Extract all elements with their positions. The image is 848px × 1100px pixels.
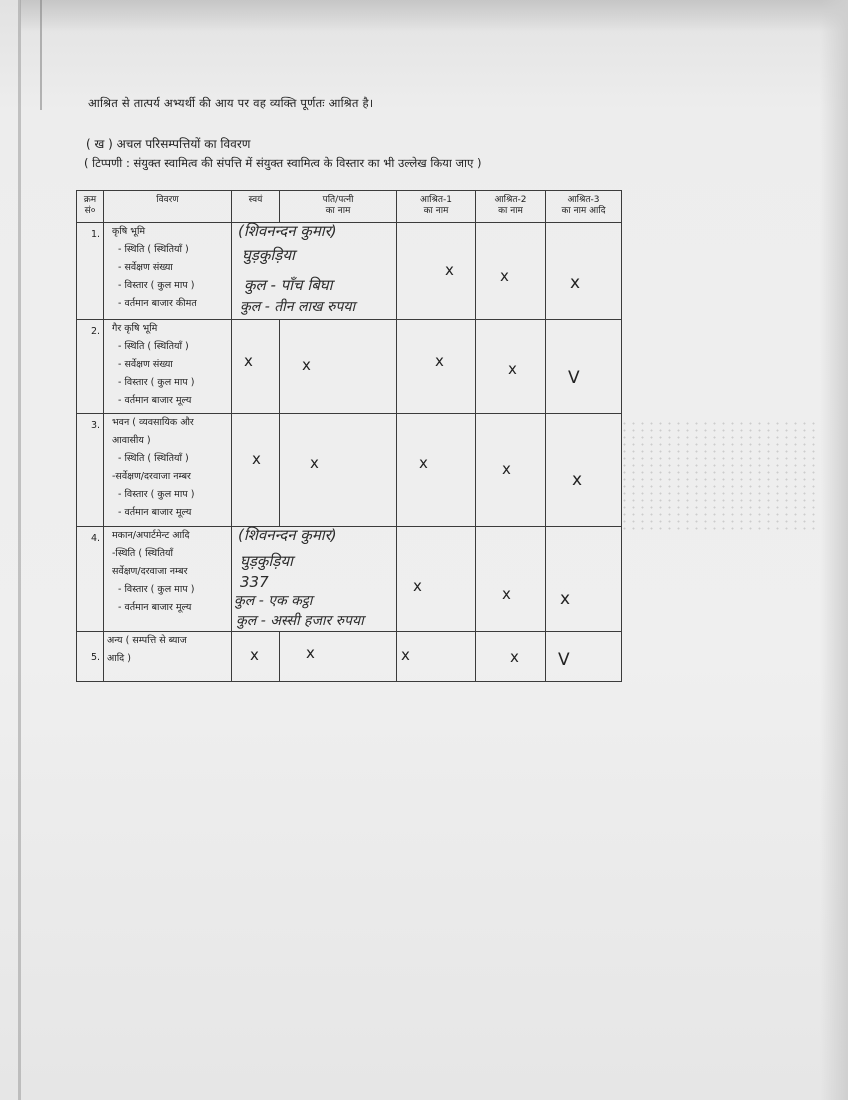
row-2-serial: 2. xyxy=(77,319,104,414)
header-spouse: पति/पत्नी का नाम xyxy=(280,191,397,223)
cross-mark: x xyxy=(302,355,311,374)
row-4-serial: 4. xyxy=(77,527,104,632)
row-2-spouse xyxy=(280,319,397,414)
handwritten-market-value: कुल - तीन लाख रुपया xyxy=(240,299,356,316)
section-note: ( टिप्पणी : संयुक्त स्वामित्व की संपत्ति में संयुक्त स्वामित्व के विस्तार का भी उल्लेख किया जाए ) xyxy=(84,156,482,170)
row-5-description: अन्य ( सम्पत्ति से ब्याज आदि ) xyxy=(104,631,232,681)
row-3-dependent-3 xyxy=(546,414,622,527)
table-row-building xyxy=(77,414,622,527)
cross-mark: x xyxy=(250,645,259,664)
row-2-dependent-2 xyxy=(476,319,546,414)
row-1-dependent-2 xyxy=(476,223,546,320)
cross-mark: x xyxy=(306,643,315,662)
row-5-serial: 5. xyxy=(77,631,104,681)
header-dependent-2: आश्रित-2 का नाम xyxy=(476,191,546,223)
row-3-self xyxy=(232,414,280,527)
header-dependent-1: आश्रित-1 का नाम xyxy=(397,191,476,223)
handwritten-area: कुल - पाँच बिघा xyxy=(244,276,333,295)
row-1-serial: 1. xyxy=(77,223,104,320)
row-2-description: गैर कृषि भूमि - स्थिति ( स्थितियाँ ) - सर्वेक्षण संख्या - विस्तार ( कुल माप ) - वर्तमान बाजार मूल्य xyxy=(104,319,232,414)
header-self: स्वयं xyxy=(232,191,280,223)
immovable-assets-table xyxy=(76,190,622,682)
row-4-description: मकान/अपार्टमेन्ट आदि -स्थिति ( स्थितियाँ सर्वेक्षण/दरवाजा नम्बर - विस्तार ( कुल माप ) - वर्तमान बाजार मूल्य xyxy=(104,527,232,632)
row-5-self xyxy=(232,631,280,681)
row-1-dependent-3 xyxy=(546,223,622,320)
row-3-dependent-2 xyxy=(476,414,546,527)
header-serial: क्रम सं० xyxy=(77,191,104,223)
scan-shadow-right xyxy=(820,0,848,1100)
table-row-non-agricultural-land xyxy=(77,319,622,414)
row-5-dependent-2 xyxy=(476,631,546,681)
row-1-self-spouse-cell xyxy=(232,223,397,320)
cross-mark: x xyxy=(413,577,422,596)
tick-mark: V xyxy=(558,649,570,670)
header-description: विवरण xyxy=(104,191,232,223)
intro-line: आश्रित से तात्पर्य अभ्यर्थी की आय पर वह व्यक्ति पूर्णतः आश्रित है। xyxy=(88,96,374,110)
handwritten-market-value: कुल - अस्सी हजार रुपया xyxy=(236,613,364,630)
cross-mark: x xyxy=(502,585,511,604)
scan-noise xyxy=(620,420,820,530)
cross-mark: x xyxy=(570,273,581,294)
cross-mark: x xyxy=(310,454,319,473)
row-1-dependent-1 xyxy=(397,223,476,320)
handwritten-location: घुड़कुड़िया xyxy=(242,246,295,265)
scan-shadow-top xyxy=(20,0,848,32)
section-heading: ( ख ) अचल परिसम्पत्तियों का विवरण xyxy=(86,137,251,151)
handwritten-survey-number: 337 xyxy=(240,573,269,592)
row-2-self xyxy=(232,319,280,414)
row-4-dependent-1 xyxy=(397,527,476,632)
row-1-description: कृषि भूमि - स्थिति ( स्थितियाँ ) - सर्वेक्षण संख्या - विस्तार ( कुल माप ) - वर्तमान बाजार कीमत xyxy=(104,223,232,320)
table-row-agricultural-land xyxy=(77,223,622,320)
handwritten-area: कुल - एक कट्ठा xyxy=(234,593,313,610)
row-3-description: भवन ( व्यवसायिक और आवासीय ) - स्थिति ( स्थितियाँ ) -सर्वेक्षण/दरवाजा नम्बर - विस्तार ( कुल माप ) - वर्तमान बाजार मूल्य xyxy=(104,414,232,527)
row-4-dependent-2 xyxy=(476,527,546,632)
header-dependent-3: आश्रित-3 का नाम आदि xyxy=(546,191,622,223)
row-4-self-spouse-cell xyxy=(232,527,397,632)
row-2-dependent-1 xyxy=(397,319,476,414)
row-5-spouse xyxy=(280,631,397,681)
row-3-serial: 3. xyxy=(77,414,104,527)
handwritten-owner-name: (शिवनन्दन कुमार) xyxy=(238,526,337,545)
cross-mark: x xyxy=(435,351,444,370)
cross-mark: x xyxy=(252,450,261,469)
cross-mark: x xyxy=(572,470,583,491)
tick-mark: V xyxy=(568,367,580,388)
scan-edge-left xyxy=(18,0,21,1100)
cross-mark: x xyxy=(419,454,428,473)
handwritten-location: घुड़कुड़िया xyxy=(240,552,293,571)
row-5-dependent-1 xyxy=(397,631,476,681)
row-3-spouse xyxy=(280,414,397,527)
cross-mark: x xyxy=(500,267,509,286)
cross-mark: x xyxy=(244,351,253,370)
row-4-dependent-3 xyxy=(546,527,622,632)
row-5-dependent-3 xyxy=(546,631,622,681)
cross-mark: x xyxy=(502,460,511,479)
row-3-dependent-1 xyxy=(397,414,476,527)
cross-mark: x xyxy=(560,589,571,610)
scan-edge-mark xyxy=(40,0,42,110)
handwritten-owner-name: (शिवनन्दन कुमार) xyxy=(238,222,337,241)
cross-mark: x xyxy=(510,647,519,666)
table-header-row xyxy=(77,191,622,223)
cross-mark: x xyxy=(508,359,517,378)
cross-mark: x xyxy=(445,261,454,280)
cross-mark: x xyxy=(401,645,410,664)
row-2-dependent-3 xyxy=(546,319,622,414)
table-row-other xyxy=(77,631,622,681)
table-row-house-apartment xyxy=(77,527,622,632)
